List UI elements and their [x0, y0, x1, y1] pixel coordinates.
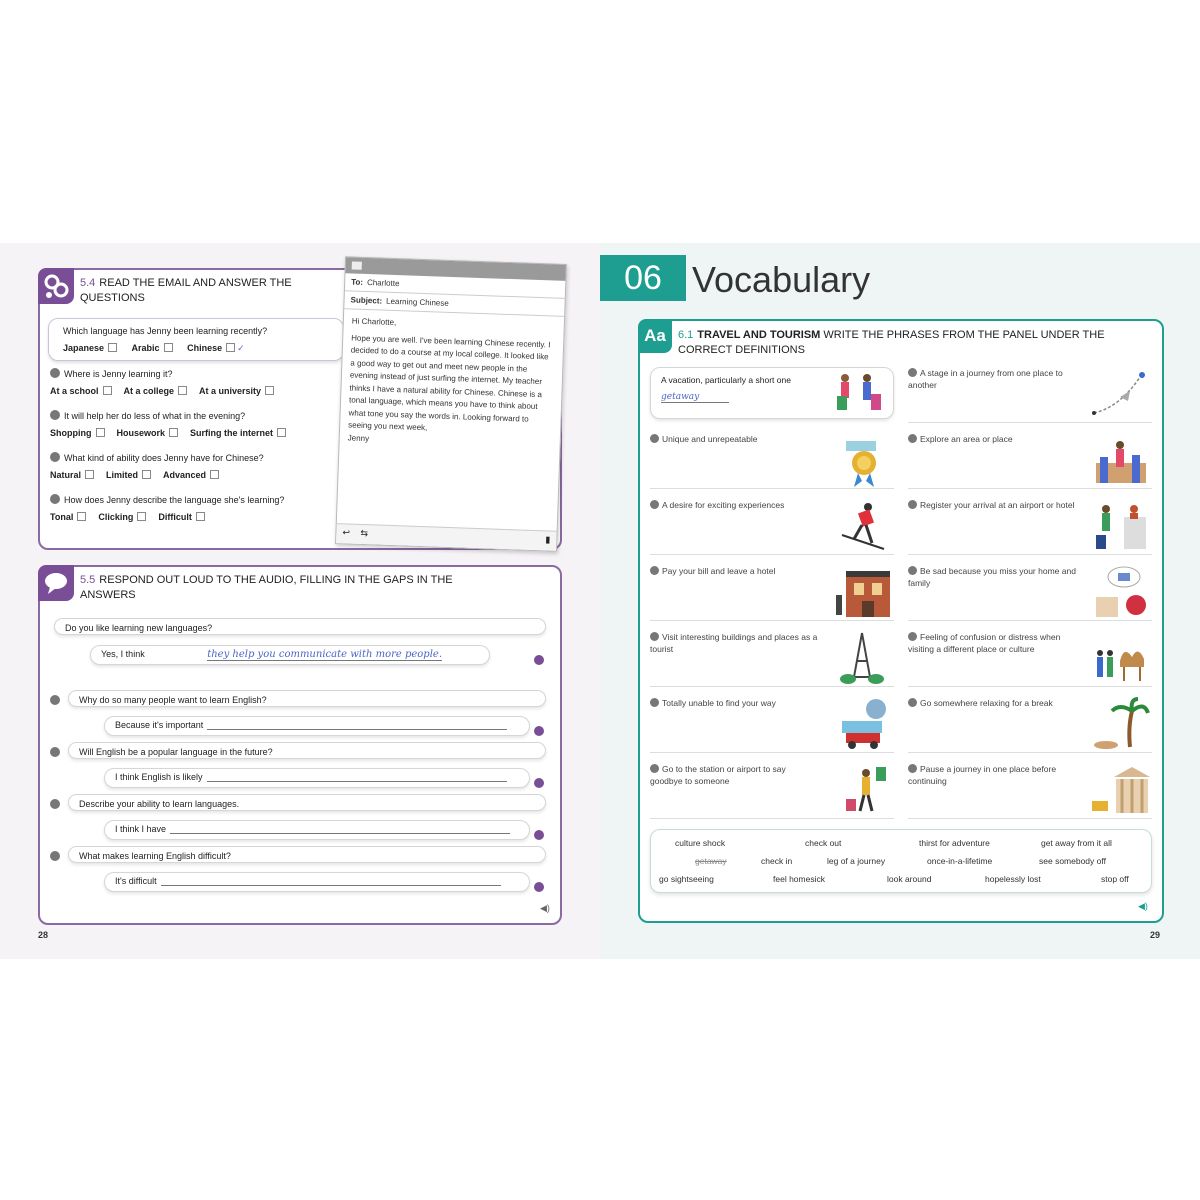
phrase: look around: [887, 874, 932, 884]
prompt-4: What makes learning English difficult?: [68, 846, 546, 863]
definition-3: Pay your bill and leave a hotel: [650, 565, 894, 621]
forward-icon: ⇆: [360, 527, 369, 539]
answer-2[interactable]: I think English is likely: [104, 768, 530, 788]
item-number: [50, 851, 60, 861]
farewell-icon: [832, 763, 892, 817]
left-page: [0, 243, 600, 959]
lost-car-icon: [832, 697, 892, 751]
checkbox[interactable]: [103, 386, 112, 395]
question-1: Where is Jenny learning it? At a school At a college At a university: [50, 367, 350, 398]
example-prompt: Do you like learning new languages?: [54, 618, 546, 635]
definition-4: Visit interesting buildings and places as a tourist: [650, 631, 894, 687]
plane-route-icon: [1090, 367, 1150, 421]
vocabulary-badge: Aa: [638, 319, 672, 353]
definition-12: Go somewhere relaxing for a break: [908, 697, 1152, 753]
checkbox[interactable]: [77, 512, 86, 521]
checkbox[interactable]: [142, 470, 151, 479]
definition-8: Explore an area or place: [908, 433, 1152, 489]
phrase: get away from it all: [1041, 838, 1112, 848]
phrase: stop off: [1101, 874, 1129, 884]
example-question: Which language has Jenny been learning recently? Japanese Arabic Chinese ✓: [48, 318, 344, 361]
audio-icon[interactable]: [534, 655, 544, 665]
exercise-6-1: [638, 319, 1164, 923]
answer-1[interactable]: Because it's important: [104, 716, 530, 736]
speaker-icon[interactable]: ◀): [1138, 901, 1148, 911]
definition-13: Pause a journey in one place before continuing: [908, 763, 1152, 819]
book-spread: [0, 243, 1200, 959]
definition-2: A desire for exciting experiences: [650, 499, 894, 555]
prompt-1: Why do so many people want to learn English?: [68, 690, 546, 707]
trash-icon: ▮: [545, 534, 551, 545]
email-body: Hi Charlotte, Hope you are well. I've been learning Chinese recently. I decided to do a course at my local college. It looked like a good way to get out and meet new people in the evening instead of just surfing the internet. My teacher thinks I have a natural ability for Chinese. Chinese is a tonal language, which means you have to think about what tone you say the words in. Looking forward to seeing you next week, Jenny: [347, 316, 551, 443]
eiffel-tower-icon: [832, 631, 892, 685]
definition-10: Be sad because you miss your home and family: [908, 565, 1152, 621]
question-3: What kind of ability does Jenny have for Chinese? Natural Limited Advanced: [50, 453, 264, 480]
phrase-panel: [650, 829, 1152, 893]
phrase: check in: [761, 856, 793, 866]
checkbox[interactable]: [277, 428, 286, 437]
answer-4[interactable]: It's difficult: [104, 872, 530, 892]
phrase-used: getaway: [695, 856, 727, 866]
page-number: 29: [1150, 930, 1161, 940]
exercise-title: 5.4 READ THE EMAIL AND ANSWER THE QUESTIONS: [80, 277, 292, 304]
phrase: culture shock: [675, 838, 726, 848]
definition-9: Register your arrival at an airport or hotel: [908, 499, 1152, 555]
phrase: go sightseeing: [659, 874, 714, 884]
homesick-icon: [1090, 565, 1150, 619]
phrase: once-in-a-lifetime: [927, 856, 993, 866]
email-window: [335, 256, 567, 552]
unit-title: Vocabulary: [692, 259, 871, 300]
unit-number: 06: [600, 255, 686, 301]
explorer-icon: [1090, 433, 1150, 487]
question-4: How does Jenny describe the language she's learning? Tonal Clicking Difficult: [50, 495, 285, 522]
phrase: check out: [805, 838, 842, 848]
checkbox[interactable]: [265, 386, 274, 395]
checkbox[interactable]: [137, 512, 146, 521]
checkbox-checked[interactable]: [226, 343, 235, 352]
audio-icon[interactable]: [534, 882, 544, 892]
exercise-title: 6.1 TRAVEL AND TOURISM WRITE THE PHRASES FROM THE PANEL UNDER THE CORRECT DEFINITIONS: [678, 329, 1105, 356]
definition-11: Feeling of confusion or distress when visiting a different place or culture: [908, 631, 1152, 687]
email-subject: Subject: Learning Chinese: [344, 291, 564, 317]
hotel-icon: [832, 565, 892, 619]
temple-icon: [1090, 763, 1150, 817]
item-number: [50, 747, 60, 757]
checkbox[interactable]: [85, 470, 94, 479]
reading-icon: [38, 268, 74, 304]
camel-icon: [1090, 631, 1150, 685]
answer-3[interactable]: I think I have: [104, 820, 530, 840]
definition-1: Unique and unrepeatable: [650, 433, 894, 489]
travellers-icon: [831, 370, 887, 416]
phrase: feel homesick: [773, 874, 825, 884]
exercise-5-5: [38, 565, 562, 925]
definition-6: Go to the station or airport to say goodbye to someone: [650, 763, 894, 819]
email-to: To: Charlotte: [345, 273, 565, 299]
prompt-2: Will English be a popular language in the future?: [68, 742, 546, 759]
checkbox[interactable]: [178, 386, 187, 395]
phrase: leg of a journey: [827, 856, 886, 866]
speaker-icon[interactable]: ◀): [540, 903, 550, 913]
item-number: [50, 799, 60, 809]
exercise-title: 5.5 RESPOND OUT LOUD TO THE AUDIO, FILLING IN THE GAPS IN THE ANSWERS: [80, 574, 453, 601]
audio-icon[interactable]: [534, 778, 544, 788]
palm-tree-icon: [1090, 697, 1150, 751]
checkbox[interactable]: [108, 343, 117, 352]
phrase: thirst for adventure: [919, 838, 990, 848]
speech-bubble-icon: [38, 565, 74, 601]
checkbox[interactable]: [210, 470, 219, 479]
page-number: 28: [38, 930, 49, 940]
phrase: see somebody off: [1039, 856, 1106, 866]
definition-7: A stage in a journey from one place to another: [908, 367, 1152, 423]
audio-icon[interactable]: [534, 830, 544, 840]
audio-icon[interactable]: [534, 726, 544, 736]
reply-icon: ↩: [342, 527, 351, 538]
mail-icon: [352, 261, 362, 269]
item-number: [50, 695, 60, 705]
check-in-icon: [1090, 499, 1150, 553]
example-definition: A vacation, particularly a short one getaway: [650, 367, 894, 419]
prompt-3: Describe your ability to learn languages.: [68, 794, 546, 811]
definition-5: Totally unable to find your way: [650, 697, 894, 753]
checkbox[interactable]: [169, 428, 178, 437]
phrase: hopelessly lost: [985, 874, 1041, 884]
award-icon: [832, 433, 892, 487]
question-2: It will help her do less of what in the evening? Shopping Housework Surfing the internet: [50, 409, 350, 440]
example-answer: Yes, I think they help you communicate with more people.: [90, 645, 490, 665]
right-page: [600, 243, 1200, 959]
skier-icon: [832, 499, 892, 553]
checkbox[interactable]: [196, 512, 205, 521]
checkbox[interactable]: [96, 428, 105, 437]
checkbox[interactable]: [164, 343, 173, 352]
tick-icon: ✓: [237, 343, 245, 353]
